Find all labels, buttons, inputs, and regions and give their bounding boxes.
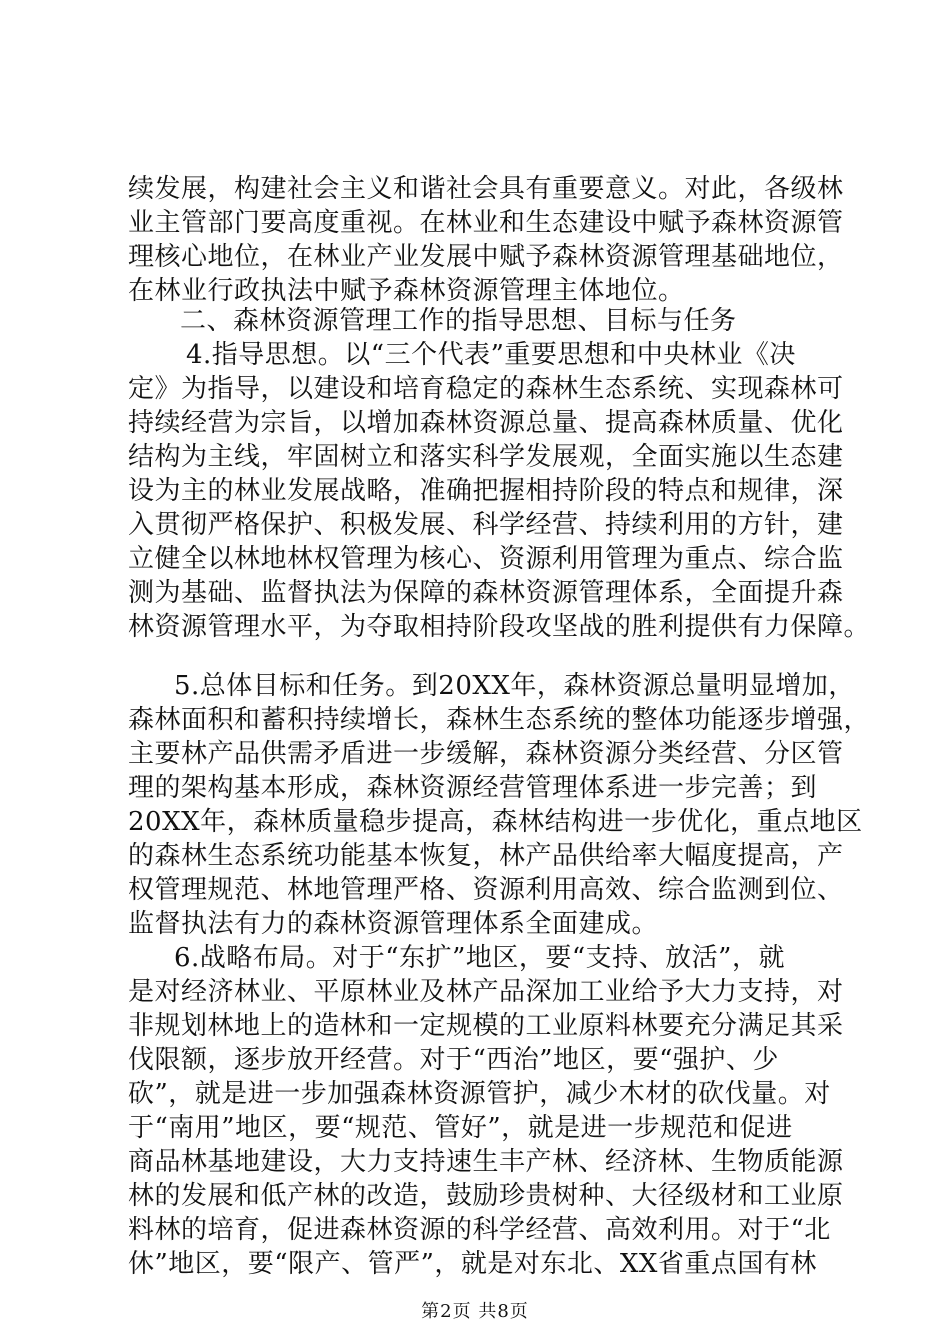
paragraph-line: 入贯彻严格保护、积极发展、科学经营、持续利用的方针，建 [128,510,844,540]
paragraph-line: 林资源管理水平，为夺取相持阶段攻坚战的胜利提供有力保障。 [128,612,871,642]
paragraph-line: 休”地区，要“限产、管严”，就是对东北、XX省重点国有林 [128,1249,817,1279]
paragraph-line: 5.总体目标和任务。到20XX年，森林资源总量明显增加， [174,671,855,701]
paragraph-line: 监督执法有力的森林资源管理体系全面建成。 [128,909,659,939]
paragraph-line: 业主管部门要高度重视。在林业和生态建设中赋予森林资源管 [128,208,844,238]
paragraph-line: 于“南用”地区，要“规范、管好”，就是进一步规范和促进 [128,1113,793,1143]
paragraph-line: 6.战略布局。对于“东扩”地区，要“支持、放活”，就 [174,943,785,973]
paragraph-line: 主要林产品供需矛盾进一步缓解，森林资源分类经营、分区管 [128,739,844,769]
paragraph-line: 料林的培育，促进森林资源的科学经营、高效利用。对于“北 [128,1215,831,1245]
paragraph-line: 是对经济林业、平原林业及林产品深加工业给予大力支持，对 [128,977,844,1007]
paragraph-line: 测为基础、监督执法为保障的森林资源管理体系，全面提升森 [128,578,844,608]
paragraph-line: 权管理规范、林地管理严格、资源利用高效、综合监测到位、 [128,875,844,905]
paragraph-line: 非规划林地上的造林和一定规模的工业原料林要充分满足其采 [128,1011,844,1041]
paragraph-line: 4.指导思想。以“三个代表”重要思想和中央林业《决 [186,340,796,370]
paragraph-line: 的森林生态系统功能基本恢复，林产品供给率大幅度提高，产 [128,841,844,871]
paragraph-line: 理的架构基本形成，森林资源经营管理体系进一步完善；到 [128,773,818,803]
page-footer: 第2页 共8页 [421,1301,529,1322]
paragraph-line: 森林面积和蓄积持续增长，森林生态系统的整体功能逐步增强， [128,705,871,735]
paragraph-line: 砍”，就是进一步加强森林资源管护，减少木材的砍伐量。对 [128,1079,831,1109]
paragraph-line: 结构为主线，牢固树立和落实科学发展观，全面实施以生态建 [128,442,844,472]
paragraph-line: 定》为指导，以建设和培育稳定的森林生态系统、实现森林可 [128,374,844,404]
paragraph-line: 持续经营为宗旨，以增加森林资源总量、提高森林质量、优化 [128,408,844,438]
section-heading: 二、森林资源管理工作的指导思想、目标与任务 [180,306,737,336]
paragraph-line: 立健全以林地林权管理为核心、资源利用管理为重点、综合监 [128,544,844,574]
paragraph-line: 商品林基地建设，大力支持速生丰产林、经济林、生物质能源 [128,1147,844,1177]
paragraph-line: 理核心地位，在林业产业发展中赋予森林资源管理基础地位， [128,242,844,272]
paragraph-line: 林的发展和低产林的改造，鼓励珍贵树种、大径级材和工业原 [128,1181,844,1211]
paragraph-line: 续发展，构建社会主义和谐社会具有重要意义。对此，各级林 [128,174,844,204]
paragraph-line: 设为主的林业发展战略，准确把握相持阶段的特点和规律，深 [128,476,844,506]
paragraph-line: 在林业行政执法中赋予森林资源管理主体地位。 [128,276,685,306]
paragraph-line: 伐限额，逐步放开经营。对于“西治”地区，要“强护、少 [128,1045,779,1075]
paragraph-line: 20XX年，森林质量稳步提高，森林结构进一步优化，重点地区 [128,807,863,837]
